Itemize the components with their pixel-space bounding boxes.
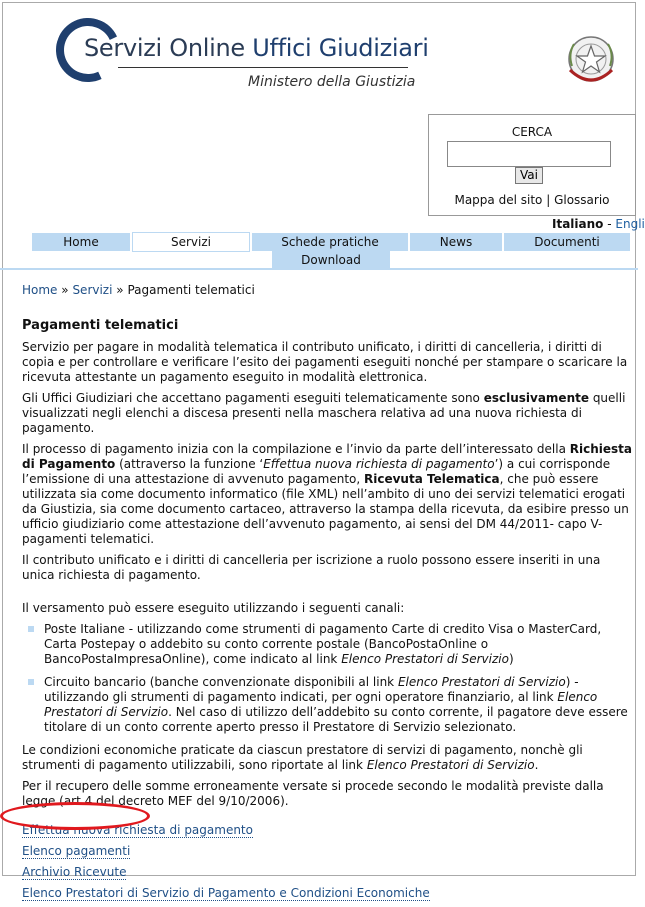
refund-paragraph: Per il recupero delle somme erroneamente versate si procede secondo le modalità previste dalla legge (art 4 del decreto MEF del 9/10/2006). bbox=[22, 779, 604, 808]
search-panel bbox=[428, 114, 636, 216]
payments-list-link[interactable]: Elenco pagamenti bbox=[22, 844, 131, 858]
ministry-name: Ministero della Giustizia bbox=[248, 74, 416, 90]
tab-servizi[interactable]: Servizi bbox=[132, 232, 250, 252]
language-english[interactable]: Engli bbox=[615, 217, 645, 231]
channels-intro: Il versamento può essere eseguito utilizzando i seguenti canali: bbox=[22, 601, 405, 615]
language-current[interactable]: Italiano bbox=[552, 217, 604, 231]
process-paragraph: Il processo di pagamento inizia con la compilazione e l’invio da parte dell’interessato della Richiesta di Pagamento (attraverso la funzione ‘Effettua nuova richiesta di pagamento’) a cui corrisponde l’emissione di una attestazione di avvenuto pagamento, Ricevuta Telematica, che può essere utilizzata sia come documento informatico (file XML) nell’ambito di uno dei servizi telematici erogati da Giustizia, sia come documento cartaceo, attraverso la stampa della ricevuta, da esibire presso un ufficio giudiziario come attestazione dell’avvenuto pagamento, ai sensi del DM 44/2011- capo V- pagamenti telematici. bbox=[22, 442, 633, 546]
breadcrumb-current: Pagamenti telematici bbox=[127, 283, 255, 297]
italian-republic-emblem-icon bbox=[560, 30, 622, 92]
breadcrumb-home[interactable]: Home bbox=[22, 283, 58, 297]
search-links bbox=[429, 193, 635, 207]
logo-part1: Servizi Online bbox=[84, 34, 245, 62]
tab-schede-pratiche[interactable]: Schede pratiche bbox=[252, 233, 408, 251]
tab-documenti[interactable]: Documenti bbox=[504, 233, 630, 251]
intro-paragraph: Servizio per pagare in modalità telematica il contributo unificato, i diritti di cancelleria, i diritti di copia e per controllare e verificare l’esito dei pagamenti eseguiti nonché per stampare o scaricare la ricevuta attestante un pagamento eseguito in modalità elettronica. bbox=[22, 340, 628, 384]
tab-download[interactable]: Download bbox=[272, 251, 390, 269]
breadcrumb-separator: » bbox=[61, 283, 69, 297]
action-links bbox=[22, 823, 634, 907]
list-item: Poste Italiane - utilizzando come strumenti di pagamento Carte di credito Visa o MasterCard, Carta Postepay o addebito su conto corrente postale (BancoPostaOnline o BancoPostaImpresaOnline), come indicato al link Elenco Prestatori di Servizio) bbox=[22, 622, 634, 667]
language-switcher bbox=[552, 217, 645, 231]
search-title: CERCA bbox=[511, 125, 553, 139]
site-logo[interactable] bbox=[84, 34, 429, 62]
tab-news[interactable]: News bbox=[410, 233, 502, 251]
sitemap-link[interactable]: Mappa del sito bbox=[454, 193, 543, 207]
contribution-paragraph: Il contributo unificato e i diritti di cancelleria per iscrizione a ruolo possono essere inseriti in una unica richiesta di pagamento. bbox=[22, 553, 601, 582]
nav-divider bbox=[0, 268, 638, 270]
breadcrumb-servizi[interactable]: Servizi bbox=[72, 283, 113, 297]
receipts-archive-link[interactable]: Archivio Ricevute bbox=[22, 865, 127, 879]
breadcrumb bbox=[22, 283, 255, 297]
glossary-link[interactable]: Glossario bbox=[554, 193, 610, 207]
offices-paragraph: Gli Uffici Giudiziari che accettano pagamenti eseguiti telematicamente sono esclusivamente quelli visualizzati negli elenchi a discesa presenti nella maschera relativa ad una nuova richiesta di pagamento. bbox=[22, 391, 626, 435]
channels-list bbox=[22, 622, 634, 735]
new-payment-link[interactable]: Effettua nuova richiesta di pagamento bbox=[22, 823, 253, 837]
tab-home[interactable]: Home bbox=[32, 233, 130, 251]
logo-part2: Uffici Giudiziari bbox=[252, 34, 429, 62]
conditions-paragraph: Le condizioni economiche praticate da ciascun prestatore di servizi di pagamento, nonchè gli strumenti di pagamento utilizzabili, sono riportate al link Elenco Prestatori di Servizio. bbox=[22, 743, 583, 772]
list-item: Circuito bancario (banche convenzionate disponibili al link Elenco Prestatori di Servizio) - utilizzando gli strumenti di pagamento indicati, per ogni operatore finanziario, al link Elenco Prestatori di Servizio. Nel caso di utilizzo dell’addebito su conto corrente, il pagatore deve essere titolare di un conto corrente aperto presso il Prestatore di Servizio selezionato. bbox=[22, 675, 634, 735]
page-title: Pagamenti telematici bbox=[22, 318, 179, 333]
search-button[interactable]: Vai bbox=[515, 167, 543, 184]
bullet-icon bbox=[28, 679, 34, 685]
language-separator: - bbox=[607, 217, 612, 231]
main-content bbox=[22, 318, 634, 907]
bullet-icon bbox=[28, 626, 34, 632]
service-providers-link[interactable]: Elenco Prestatori di Servizio di Pagamento e Condizioni Economiche bbox=[22, 886, 430, 900]
breadcrumb-separator: » bbox=[116, 283, 124, 297]
search-links-separator: | bbox=[546, 193, 551, 207]
logo-divider bbox=[118, 67, 408, 68]
search-input[interactable] bbox=[447, 141, 611, 167]
